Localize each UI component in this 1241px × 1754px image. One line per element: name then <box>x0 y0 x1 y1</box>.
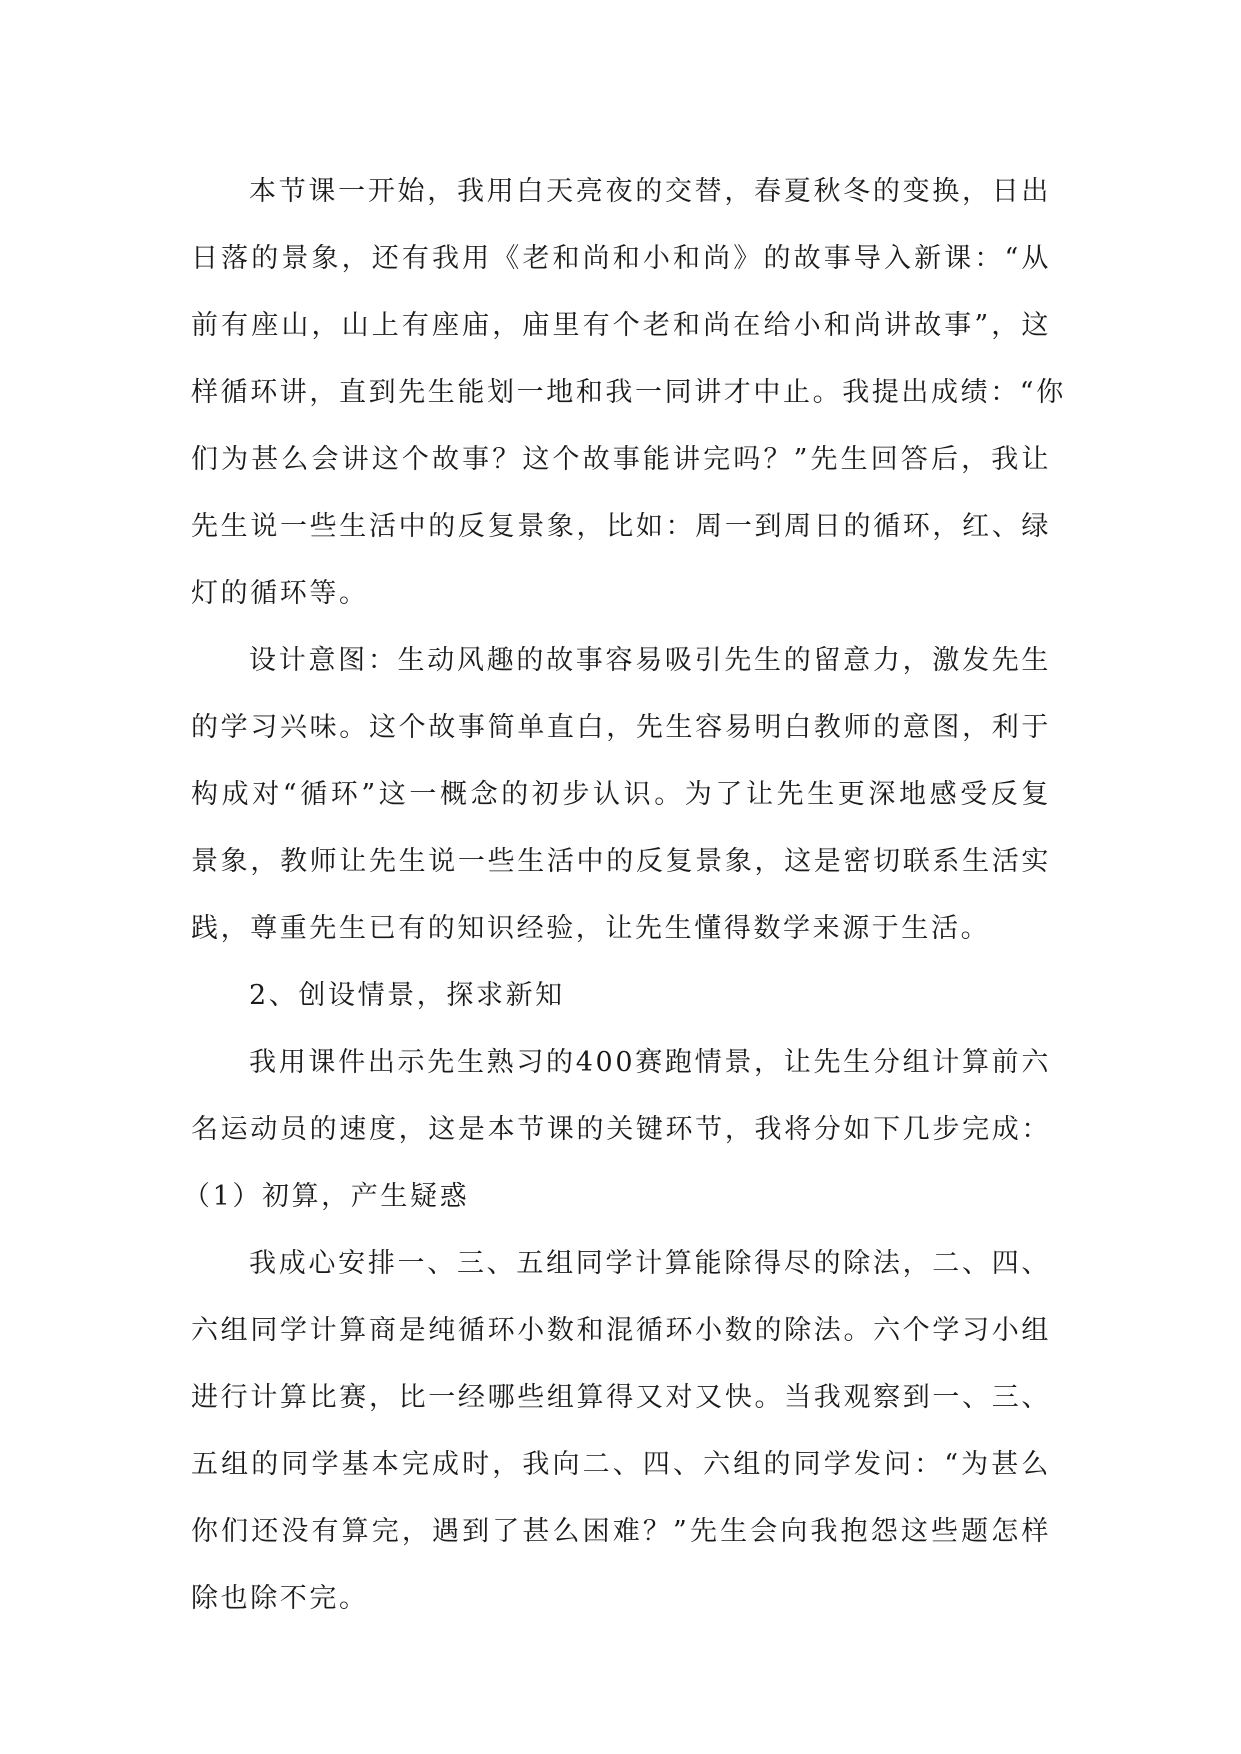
paragraph-1-line-2: 日落的景象，还有我用《老和尚和小和尚》的故事导入新课：“从 <box>191 243 1051 274</box>
paragraph-2-line-1: 设计意图：生动风趣的故事容易吸引先生的留意力，激发先生 <box>249 645 1051 676</box>
paragraph-1-line-6: 先生说一些生活中的反复景象，比如：周一到周日的循环，红、绿 <box>191 511 1051 542</box>
paragraph-4-line-2: 六组同学计算商是纯循环小数和混循环小数的除法。六个学习小组 <box>191 1315 1051 1346</box>
paragraph-4-line-4: 五组的同学基本完成时，我向二、四、六组的同学发问：“为甚么 <box>191 1449 1051 1480</box>
paragraph-1-line-3: 前有座山，山上有座庙，庙里有个老和尚在给小和尚讲故事”，这 <box>191 310 1051 341</box>
paragraph-4-line-5: 你们还没有算完，遇到了甚么困难？”先生会向我抱怨这些题怎样 <box>191 1516 1051 1547</box>
paragraph-2-line-2: 的学习兴味。这个故事简单直白，先生容易明白教师的意图，利于 <box>191 712 1051 743</box>
paragraph-2-line-4: 景象，教师让先生说一些生活中的反复景象，这是密切联系生活实 <box>191 846 1051 877</box>
paragraph-3-line-1: 我用课件出示先生熟习的400赛跑情景，让先生分组计算前六 <box>249 1047 1051 1078</box>
section-heading: 2、创设情景，探求新知 <box>249 980 565 1011</box>
paragraph-4-line-3: 进行计算比赛，比一经哪些组算得又对又快。当我观察到一、三、 <box>191 1382 1051 1413</box>
paragraph-1-line-1: 本节课一开始，我用白天亮夜的交替，春夏秋冬的变换，日出 <box>249 176 1051 207</box>
paragraph-2-line-3: 构成对“循环”这一概念的初步认识。为了让先生更深地感受反复 <box>191 779 1051 810</box>
sub-heading: （1）初算，产生疑惑 <box>183 1181 470 1212</box>
document-page <box>183 158 1066 1632</box>
paragraph-4-line-6: 除也除不完。 <box>191 1583 369 1614</box>
paragraph-4-line-1: 我成心安排一、三、五组同学计算能除得尽的除法，二、四、 <box>249 1248 1051 1279</box>
paragraph-2-line-5: 践，尊重先生已有的知识经验，让先生懂得数学来源于生活。 <box>191 913 991 944</box>
paragraph-3-line-2: 名运动员的速度，这是本节课的关键环节，我将分如下几步完成： <box>191 1114 1051 1145</box>
paragraph-1-line-5: 们为甚么会讲这个故事？这个故事能讲完吗？”先生回答后，我让 <box>191 444 1051 475</box>
paragraph-1-line-4: 样循环讲，直到先生能划一地和我一同讲才中止。我提出成绩：“你 <box>191 377 1066 408</box>
paragraph-1-line-7: 灯的循环等。 <box>191 578 369 609</box>
